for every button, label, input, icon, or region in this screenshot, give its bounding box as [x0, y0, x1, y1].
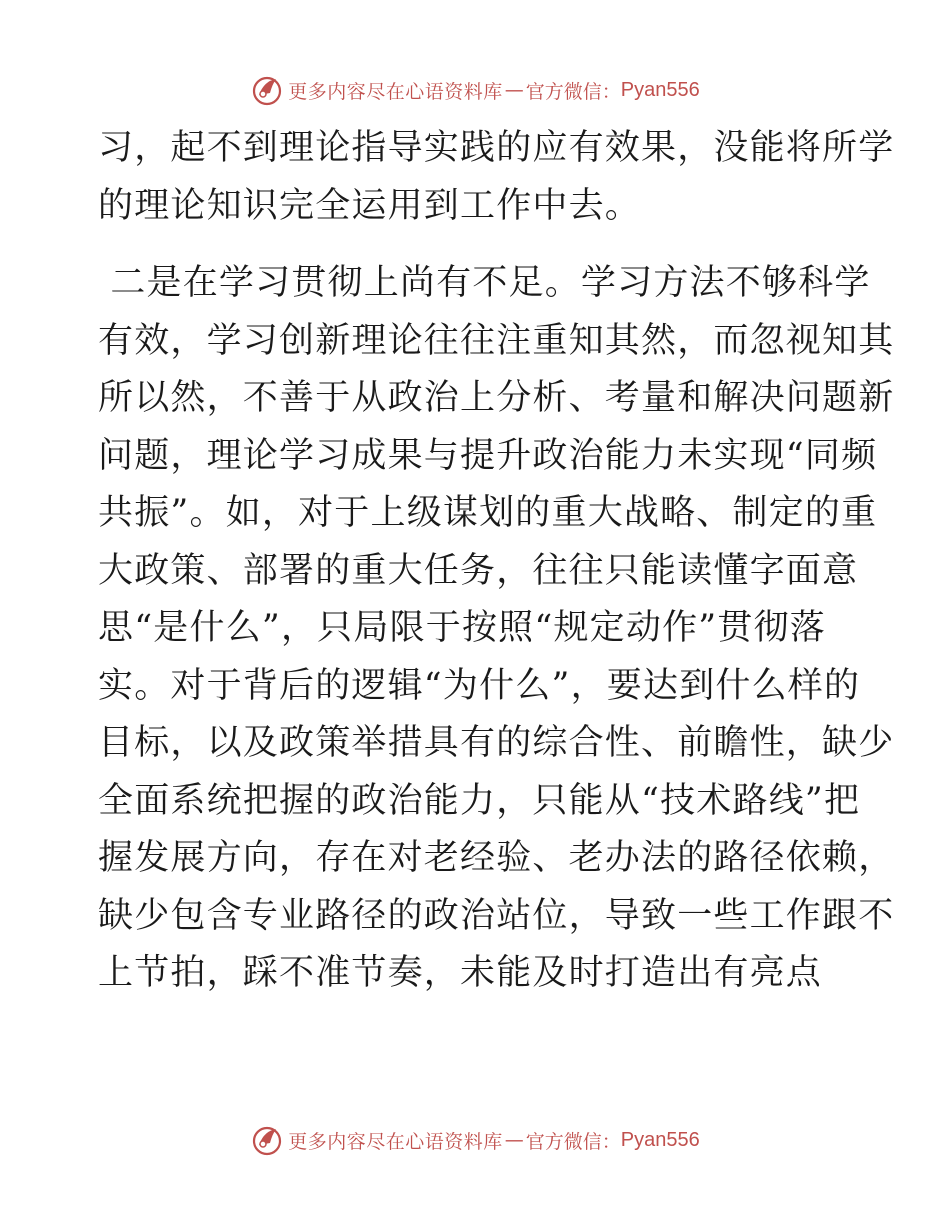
- watermark-footer: [0, 1120, 950, 1160]
- watermark-header: [0, 70, 950, 110]
- watermark-wechat-label: 官方微信：: [525, 80, 621, 103]
- logo-icon: [250, 1123, 284, 1157]
- text-line: 二是在学习贯彻上尚有不足。学习方法不够科学: [98, 263, 871, 303]
- paragraph-2: [98, 255, 895, 1003]
- text-line: 上节拍，踩不准节奏，未能及时打造出有亮点: [98, 953, 823, 993]
- text-line: 所以然，不善于从政治上分析、考量和解决问题新: [98, 378, 895, 418]
- document-body: [98, 120, 895, 1003]
- watermark-separator: —: [504, 79, 524, 101]
- watermark-wechat-id: Pyan556: [620, 78, 700, 101]
- watermark-text: 更多内容尽在心语资料库: [288, 80, 503, 103]
- watermark-text: 更多内容尽在心语资料库: [288, 1130, 503, 1153]
- text-line: 问题，理论学习成果与提升政治能力未实现“同频: [98, 435, 878, 476]
- watermark-separator: —: [504, 1129, 524, 1151]
- text-line: 缺少包含专业路径的政治站位，导致一些工作跟不: [98, 895, 895, 936]
- text-line: 的理论知识完全运用到工作中去。: [98, 185, 642, 226]
- text-line: 实。对于背后的逻辑“为什么”，要达到什么样的: [98, 665, 861, 706]
- text-line: 习，起不到理论指导实践的应有效果，没能将所学: [98, 128, 895, 168]
- watermark-wechat-label: 官方微信：: [525, 1130, 621, 1153]
- text-line: 大政策、部署的重大任务，往往只能读懂字面意: [98, 550, 859, 591]
- text-line: 握发展方向，存在对老经验、老办法的路径依赖，: [98, 838, 895, 878]
- paragraph-1: [98, 120, 895, 235]
- text-line: 有效，学习创新理论往往注重知其然，而忽视知其: [98, 320, 895, 361]
- text-line: 目标，以及政策举措具有的综合性、前瞻性，缺少: [98, 723, 895, 763]
- text-line: 全面系统把握的政治能力，只能从“技术路线”把: [98, 780, 861, 821]
- text-line: 思“是什么”，只局限于按照“规定动作”贯彻落: [98, 608, 826, 648]
- text-line: 共振”。如，对于上级谋划的重大战略、制定的重: [98, 493, 878, 533]
- watermark-wechat-id: Pyan556: [620, 1128, 700, 1151]
- logo-icon: [250, 73, 284, 107]
